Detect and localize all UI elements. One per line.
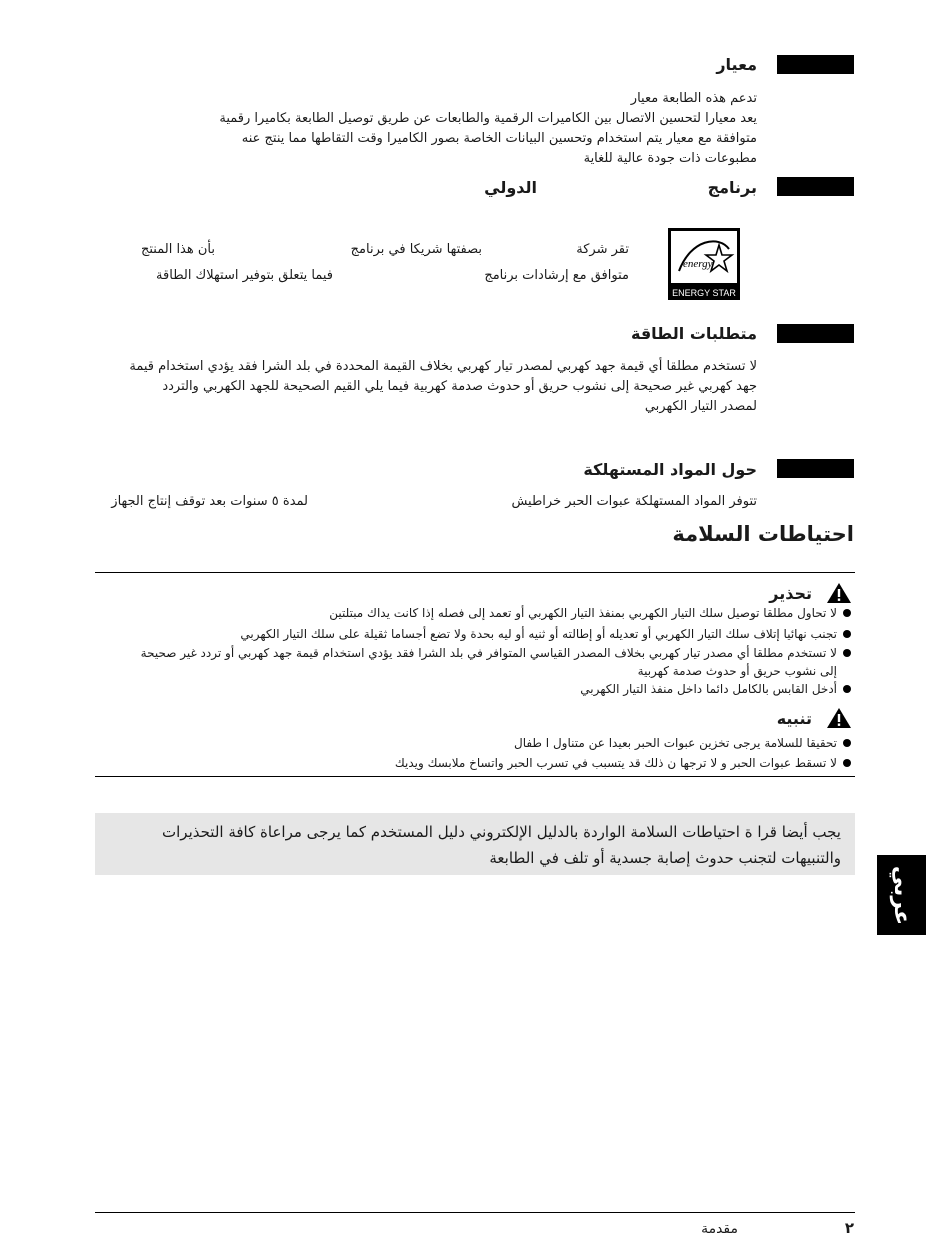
language-side-tab: عربي [877,855,926,935]
warning-item: لا تحاول مطلقا توصيل سلك التيار الكهربي بمنفذ التيار الكهربي أو تعمد إلى فصله إذا كانت يداك مبتلتين [131,604,851,622]
power-heading: متطلبات الطاقة [630,324,757,343]
power-paragraph: لا تستخدم مطلقا أي قيمة جهد كهربي لمصدر تيار كهربي بخلاف القيمة المحددة في بلد الشرا فقد يؤدي استخدام قيمة جهد كهربي غير صحيحة إلى نشوب حريق أو حدوث صدمة كهربية فيما يلي القيم الصحيحة للجهد الكهربي والتردد لمصدر التيار الكهربي [129,359,757,414]
consumables-heading: حول المواد المستهلكة [583,460,757,479]
warning-triangle-icon [826,707,852,729]
divider [95,776,855,777]
section-marker-bar [777,324,854,343]
page-number: ٢ [844,1219,854,1237]
section-marker-bar [777,177,854,196]
caution-item: تحقيقا للسلامة يرجى تخزين عبوات الحبر بعيدا عن متناول ا طفال [131,734,851,752]
warning-triangle-icon [826,582,852,604]
section-marker-bar [777,459,854,478]
warning-item: تجنب نهائيا إتلاف سلك التيار الكهربي أو تعديله أو إطالته أو ثنيه أو ليه بحدة ولا تضع أجساما ثقيلة على سلك التيار الكهربي [131,625,851,643]
warning-heading: تحذير [769,584,812,603]
program-heading-international: الدولي [484,178,537,197]
section-marker-bar [777,55,854,74]
standard-heading: معيار [716,55,757,74]
program-line-1b: بصفتها شريكا في برنامج [350,242,482,257]
safety-title: احتياطات السلامة [672,522,854,546]
caution-heading: تنبيه [776,709,812,728]
consumables-text-b: لمدة ٥ سنوات بعد توقف إنتاج الجهاز [111,494,308,509]
standard-paragraph: تدعم هذه الطابعة معيار يعد معيارا لتحسين الاتصال بين الكاميرات الرقمية والطابعات عن طريق توصيل الطابعة بكاميرا رقمية متوافقة مع معيار يتم استخدام وتحسين البيانات الخاصة بصور الكاميرا وقت التقاطها مما ينتج عنه مطبوعات ذات جودة عالية للغاية [219,91,757,166]
warning-item: أدخل القابس بالكامل دائما داخل منفذ التيار الكهربي [131,680,851,698]
caution-item: لا تسقط عبوات الحبر و لا ترجها ن ذلك قد يتسبب في تسرب الحبر واتساخ ملابسك ويديك [131,754,851,772]
footer-rule [95,1212,855,1213]
program-heading: برنامج [707,178,757,197]
energy-star-logo: energy ENERGY STAR [668,228,740,300]
divider [95,572,855,573]
consumables-text-a: تتوفر المواد المستهلكة عبوات الحبر خراطيش [511,494,757,509]
footer-section: مقدمة [701,1221,738,1237]
warning-item: لا تستخدم مطلقا أي مصدر تيار كهربي بخلاف المصدر القياسي المتوافر في بلد الشرا فقد يؤدي استخدام قيمة جهد كهربي أو تردد غير صحيحة إلى نشوب حريق أو حدوث صدمة كهربية [131,644,851,680]
note-box: يجب أيضا قرا ة احتياطات السلامة الواردة بالدليل الإلكتروني دليل المستخدم كما يرجى مراعاة كافة التحذيرات والتنبيهات لتجنب حدوث إصابة جسدية أو تلف في الطابعة [95,813,855,875]
program-line-1: تقر شركة [576,242,629,257]
program-line-2b: فيما يتعلق بتوفير استهلاك الطاقة [156,268,333,283]
program-line-1c: بأن هذا المنتج [140,242,215,257]
program-line-2: متوافق مع إرشادات برنامج [484,268,629,283]
svg-text:energy: energy [683,258,713,270]
